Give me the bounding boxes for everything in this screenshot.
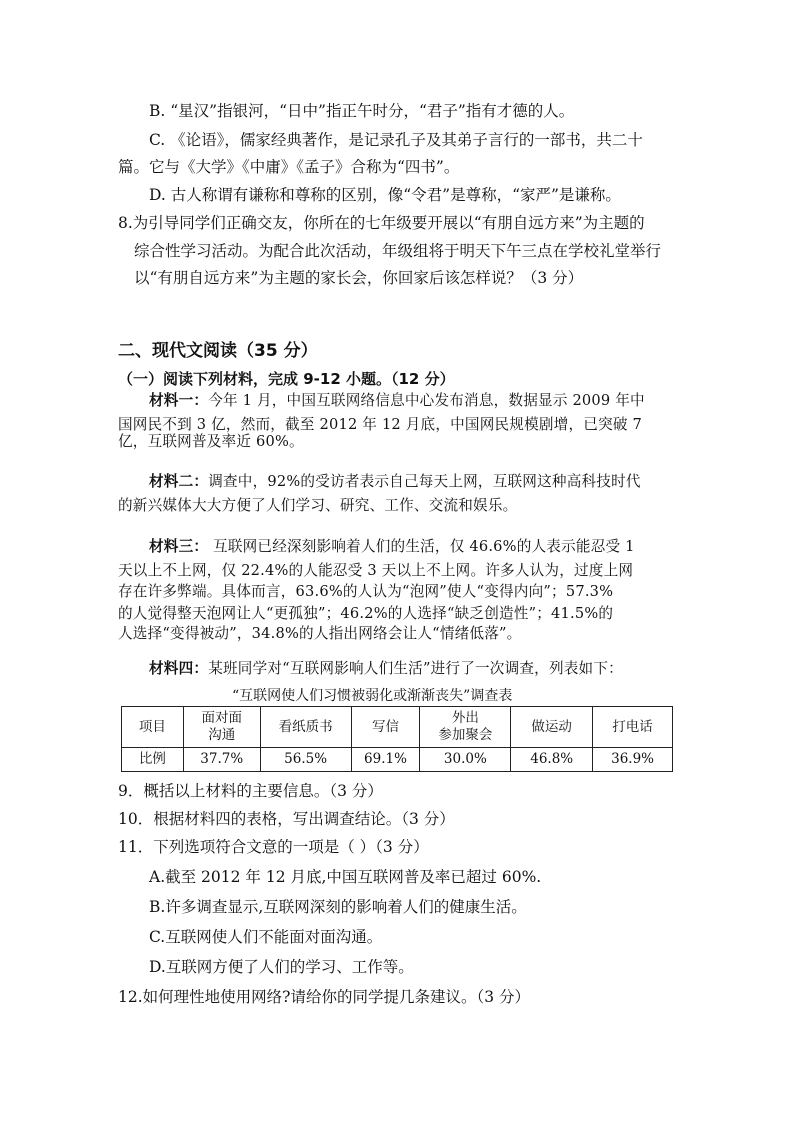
q7-option-b: B. “星汉”指银河，“日中”指正午时分，“君子”指有才德的人。: [149, 102, 575, 120]
q11-option-c: C.互联网使人们不能面对面沟通。: [149, 928, 383, 946]
material2-line-1: 材料二：调查中，92%的受访者表示自己每天上网，互联网这种高科技时代: [149, 473, 641, 490]
table-header-cell: 面对面 沟通: [183, 707, 260, 748]
material1-label: 材料一：: [149, 392, 209, 409]
material2-line-2: 的新兴媒体大大方便了人们学习、研究、工作、交流和娱乐。: [118, 497, 518, 514]
q7-option-d: D. 古人称谓有谦称和尊称的区别，像“令君”是尊称，“家严”是谦称。: [149, 186, 621, 204]
table-header-row: [122, 707, 673, 748]
table-header-label: 项目: [122, 707, 184, 748]
material3-line-3: 存在许多弊端。具体而言，63.6%的人认为“泡网”使人“变得内向”；57.3%: [118, 583, 614, 600]
table-header-cell: 打电话: [593, 707, 673, 748]
q7-option-c: C. 《论语》，儒家经典著作，是记录孔子及其弟子言行的一部书，共二十: [149, 131, 643, 149]
material3-label: 材料三：: [149, 538, 209, 555]
table-cell: 36.9%: [593, 748, 673, 772]
section-title: 二、现代文阅读（35 分）: [118, 341, 318, 361]
question-9: 9．概括以上材料的主要信息。（3 分）: [118, 782, 383, 800]
material4-line-1: 材料四：某班同学对“互联网影响人们生活”进行了一次调查，列表如下：: [149, 660, 623, 677]
question-10: 10．根据材料四的表格，写出调查结论。（3 分）: [118, 810, 455, 828]
material1-line-3: 亿，互联网普及率近 60%。: [118, 433, 304, 450]
q11-option-a: A.截至 2012 年 12 月底,中国互联网普及率已超过 60%.: [149, 868, 542, 886]
survey-table: [121, 706, 673, 772]
table-cell: 30.0%: [420, 748, 511, 772]
table-cell: 46.8%: [511, 748, 593, 772]
q8-line-1: 8.为引导同学们正确交友，你所在的七年级要开展以“有朋自远方来”为主题的: [118, 214, 645, 232]
material1-line-1: 材料一：今年 1 月，中国互联网络信息中心发布消息，数据显示 2009 年中: [149, 392, 645, 409]
question-12: 12.如何理性地使用网络?请给你的同学提几条建议。（3 分）: [118, 988, 531, 1006]
table-cell: 37.7%: [183, 748, 260, 772]
q11-option-d: D.互联网方便了人们的学习、工作等。: [149, 958, 414, 976]
table-header-cell: 写信: [351, 707, 420, 748]
material3-line-5: 人选择“变得被动”，34.8%的人指出网络会让人“情绪低落”。: [118, 625, 522, 642]
q11-option-b: B.许多调查显示,互联网深刻的影响着人们的健康生活。: [149, 898, 527, 916]
table-row: [122, 748, 673, 772]
table-header-cell: 看纸质书: [260, 707, 351, 748]
table-header-cell: 做运动: [511, 707, 593, 748]
q7-option-c-continued: 篇。它与《大学》《中庸》《孟子》合称为“四书”。: [118, 158, 460, 176]
table-caption: “互联网使人们习惯被弱化或渐渐丧失”调查表: [232, 688, 513, 704]
table-header-cell: 外出 参加聚会: [420, 707, 511, 748]
table-cell: 69.1%: [351, 748, 420, 772]
material1-line-2: 国网民不到 3 亿，然而，截至 2012 年 12 月底，中国网民规模剧增，已突破 7: [118, 416, 642, 433]
material3-line-4: 的人觉得整天泡网让人“更孤独”；46.2%的人选择“缺乏创造性”；41.5%的: [118, 605, 614, 622]
subsection-title: （一）阅读下列材料，完成 9-12 小题。（12 分）: [118, 370, 455, 388]
q8-line-3: 以“有朋自远方来”为主题的家长会，你回家后该怎样说？（3 分）: [134, 269, 584, 287]
material3-line-2: 天以上不上网，仅 22.4%的人能忍受 3 天以上不上网。许多人认为，过度上网: [118, 562, 634, 579]
table-row-label: 比例: [122, 748, 184, 772]
material4-label: 材料四：: [149, 660, 209, 677]
q8-line-2: 综合性学习活动。为配合此次活动，年级组将于明天下午三点在学校礼堂举行: [134, 242, 662, 260]
material3-line-1: 材料三： 互联网已经深刻影响着人们的生活，仅 46.6%的人表示能忍受 1: [149, 538, 635, 555]
question-11: 11．下列选项符合文意的一项是（ ）（3 分）: [118, 838, 429, 856]
table-cell: 56.5%: [260, 748, 351, 772]
material2-label: 材料二：: [149, 473, 209, 490]
